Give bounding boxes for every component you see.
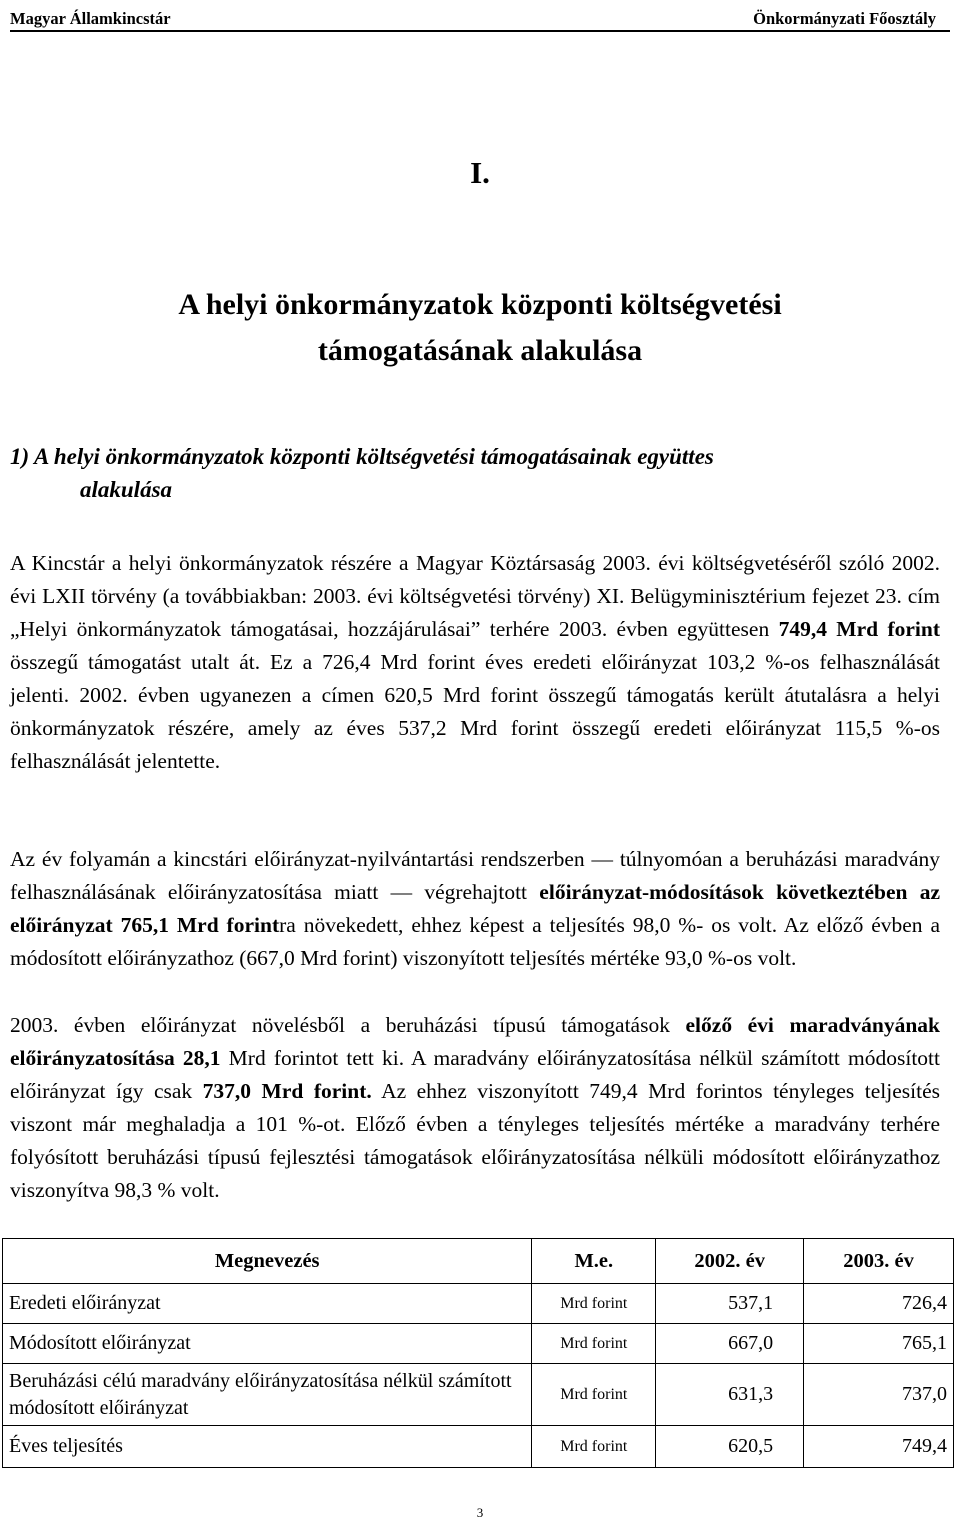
highlight-amount: 749,4 Mrd forint [778, 617, 940, 641]
chapter-number: I. [470, 155, 490, 190]
header-right: Önkormányzati Főosztály [753, 9, 936, 28]
table-row [3, 1284, 954, 1324]
row-value-2003: 749,4 [804, 1426, 954, 1468]
row-unit: Mrd forint [532, 1364, 656, 1426]
column-header: 2002. év [656, 1239, 804, 1284]
highlight-modified: 737,0 Mrd forint. [202, 1079, 372, 1103]
row-label: Beruházási célú maradvány előirányzatosítása nélkül számított módosított előirányzat [3, 1364, 532, 1426]
data-table [2, 1238, 954, 1468]
column-header: Megnevezés [3, 1239, 532, 1284]
paragraph-2: Az év folyamán a kincstári előirányzat-nyilvántartási rendszerben — túlnyomóan a beruházási maradvány felhasználásának előirányzatosítása miatt — végrehajtott előirányzat-módosítások következtében az előirányzat 765,1 Mrd forintra növekedett, ehhez képest a teljesítés 98,0 %- os volt. Az előző évben a módosított előirányzathoz (667,0 Mrd forint) viszonyított teljesítés mértéke 93,0 %-os volt. [10, 847, 940, 970]
paragraph-1: A Kincstár a helyi önkormányzatok részére a Magyar Köztársaság 2003. évi költségvetéséről szóló 2002. évi LXII törvény (a továbbiakban: 2003. évi költségvetési törvény) XI. Belügyminisztérium fejezet 23. cím „Helyi önkormányzatok támogatásai, hozzájárulásai” terhére 2003. évben együttesen 749,4 Mrd forint összegű támogatást utalt át. Ez a 726,4 Mrd forint éves eredeti előirányzat 103,2 %-os felhasználását jelenti. 2002. évben ugyanezen a címen 620,5 Mrd forint összegű támogatás került átutalásra a helyi önkormányzatok részére, amely az éves 537,2 Mrd forint összegű eredeti előirányzat 115,5 %-os felhasználását jelentette. [10, 551, 940, 773]
row-value-2003: 737,0 [804, 1364, 954, 1426]
table-row [3, 1426, 954, 1468]
header-left: Magyar Államkincstár [10, 9, 171, 28]
table-row [3, 1324, 954, 1364]
section-heading [10, 440, 940, 506]
column-header: 2003. év [804, 1239, 954, 1284]
title-line-1: A helyi önkormányzatok központi költségvetési [178, 288, 782, 321]
table-row [3, 1364, 954, 1426]
row-value-2003: 765,1 [804, 1324, 954, 1364]
row-unit: Mrd forint [532, 1284, 656, 1324]
title-line-2: támogatásának alakulása [317, 334, 643, 367]
paragraph-3: 2003. évben előirányzat növelésből a beruházási típusú támogatások előző évi maradványának előirányzatosítása 28,1 Mrd forintot tett ki. A maradvány előirányzatosítása nélkül számított módosított előirányzat így csak 737,0 Mrd forint. Az ehhez viszonyított 749,4 Mrd forintos tényleges teljesítés viszont már meghaladja a 101 %-ot. Előző évben a tényleges teljesítés mértéke a maradvány terhére folyósított beruházási típusú fejlesztési támogatások előirányzatosítása nélküli módosított előirányzathoz viszonyítva 98,3 % volt. [10, 1013, 941, 1202]
table-header-row [3, 1239, 954, 1284]
section-heading-line-2: alakulása [80, 477, 173, 502]
section-heading-line-1: 1) A helyi önkormányzatok központi költségvetési támogatásainak együttes [10, 444, 714, 469]
page-title [0, 282, 960, 374]
page-header [10, 4, 950, 32]
row-value-2002: 537,1 [656, 1284, 804, 1324]
row-unit: Mrd forint [532, 1426, 656, 1468]
row-unit: Mrd forint [532, 1324, 656, 1364]
row-label: Éves teljesítés [3, 1426, 532, 1468]
column-header: M.e. [532, 1239, 656, 1284]
row-value-2002: 667,0 [656, 1324, 804, 1364]
row-value-2002: 631,3 [656, 1364, 804, 1426]
row-value-2003: 726,4 [804, 1284, 954, 1324]
row-label: Eredeti előirányzat [3, 1284, 532, 1324]
row-label: Módosított előirányzat [3, 1324, 532, 1364]
row-value-2002: 620,5 [656, 1426, 804, 1468]
highlight-residual: előző évi maradványának előirányzatosítása 28,1 [10, 1013, 940, 1070]
highlight-modification: előirányzat-módosítások következtében az előirányzat 765,1 Mrd forint [10, 880, 940, 937]
page-number: 3 [476, 1505, 484, 1520]
